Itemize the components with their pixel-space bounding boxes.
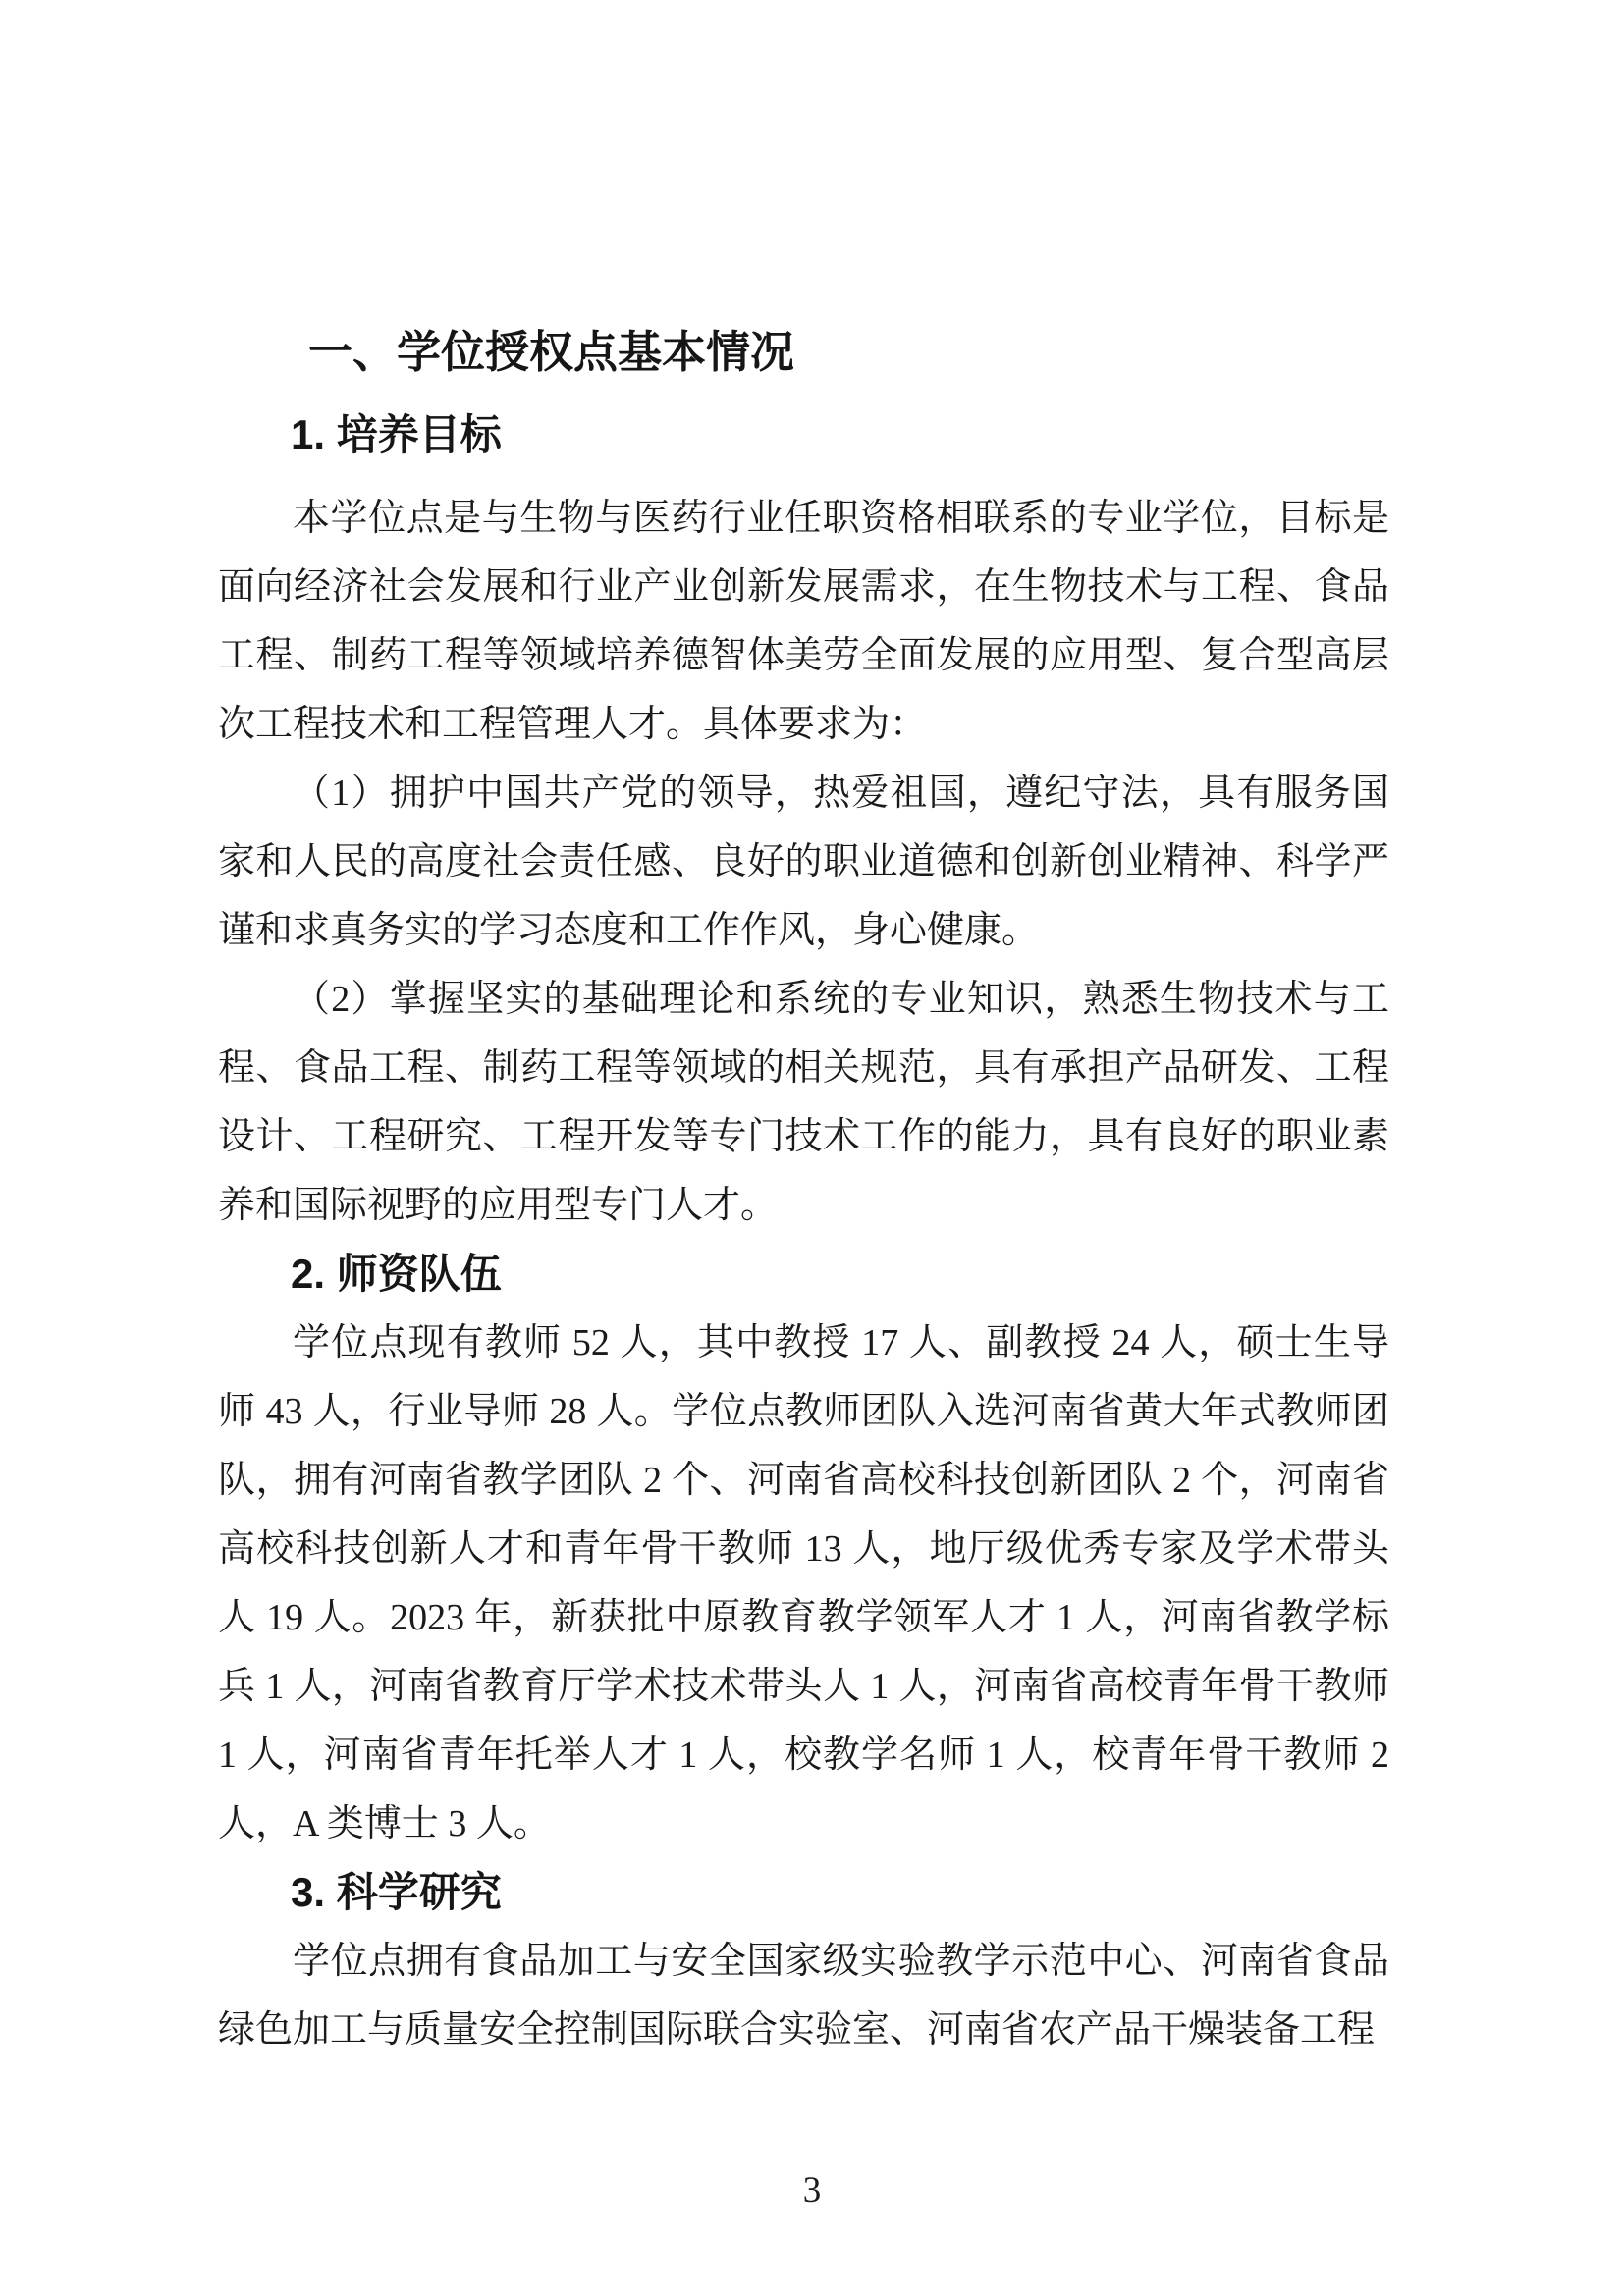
section-heading-faculty: 2. 师资队伍 [291,1251,502,1297]
section-heading-research: 3. 科学研究 [291,1869,502,1915]
page-title: 一、学位授权点基本情况 [308,327,795,377]
paragraph: 学位点拥有食品加工与安全国家级实验教学示范中心、河南省食品绿色加工与质量安全控制国际联合实验室、河南省农产品干燥装备工程 [218,1941,1389,2051]
paragraph: （2）掌握坚实的基础理论和系统的专业知识，熟悉生物技术与工程、食品工程、制药工程等领域的相关规范，具有承担产品研发、工程设计、工程研究、工程开发等专门技术工作的能力，具有良好的职业素养和国际视野的应用型专门人才。 [218,979,1389,1226]
paragraph: （1）拥护中国共产党的领导，热爱祖国，遵纪守法，具有服务国家和人民的高度社会责任感、良好的职业道德和创新创业精神、科学严谨和求真务实的学习态度和工作作风，身心健康。 [218,773,1389,951]
paragraph: 学位点现有教师 52 人，其中教授 17 人、副教授 24 人，硕士生导师 43 人，行业导师 28 人。学位点教师团队入选河南省黄大年式教师团队，拥有河南省教学团队 2 个、河南省高校科技创新团队 2 个，河南省高校科技创新人才和青年骨干教师 13 人，地厅级优秀专家及学术带头人 19 人。2023 年，新获批中原教育教学领军人才 1 人，河南省教学标兵 1 人，河南省教育厅学术技术带头人 1 人，河南省高校青年骨干教师 1 人，河南省青年托举人才 1 人，校教学名师 1 人，校青年骨干教师 2 人，A 类博士 3 人。 [218,1322,1389,1844]
section-heading-training-objectives: 1. 培养目标 [291,411,502,457]
page-number: 3 [802,2170,822,2211]
paragraph: 本学位点是与生物与医药行业任职资格相联系的专业学位，目标是面向经济社会发展和行业产业创新发展需求，在生物技术与工程、食品工程、制药工程等领域培养德智体美劳全面发展的应用型、复合型高层次工程技术和工程管理人才。具体要求为： [218,498,1389,745]
